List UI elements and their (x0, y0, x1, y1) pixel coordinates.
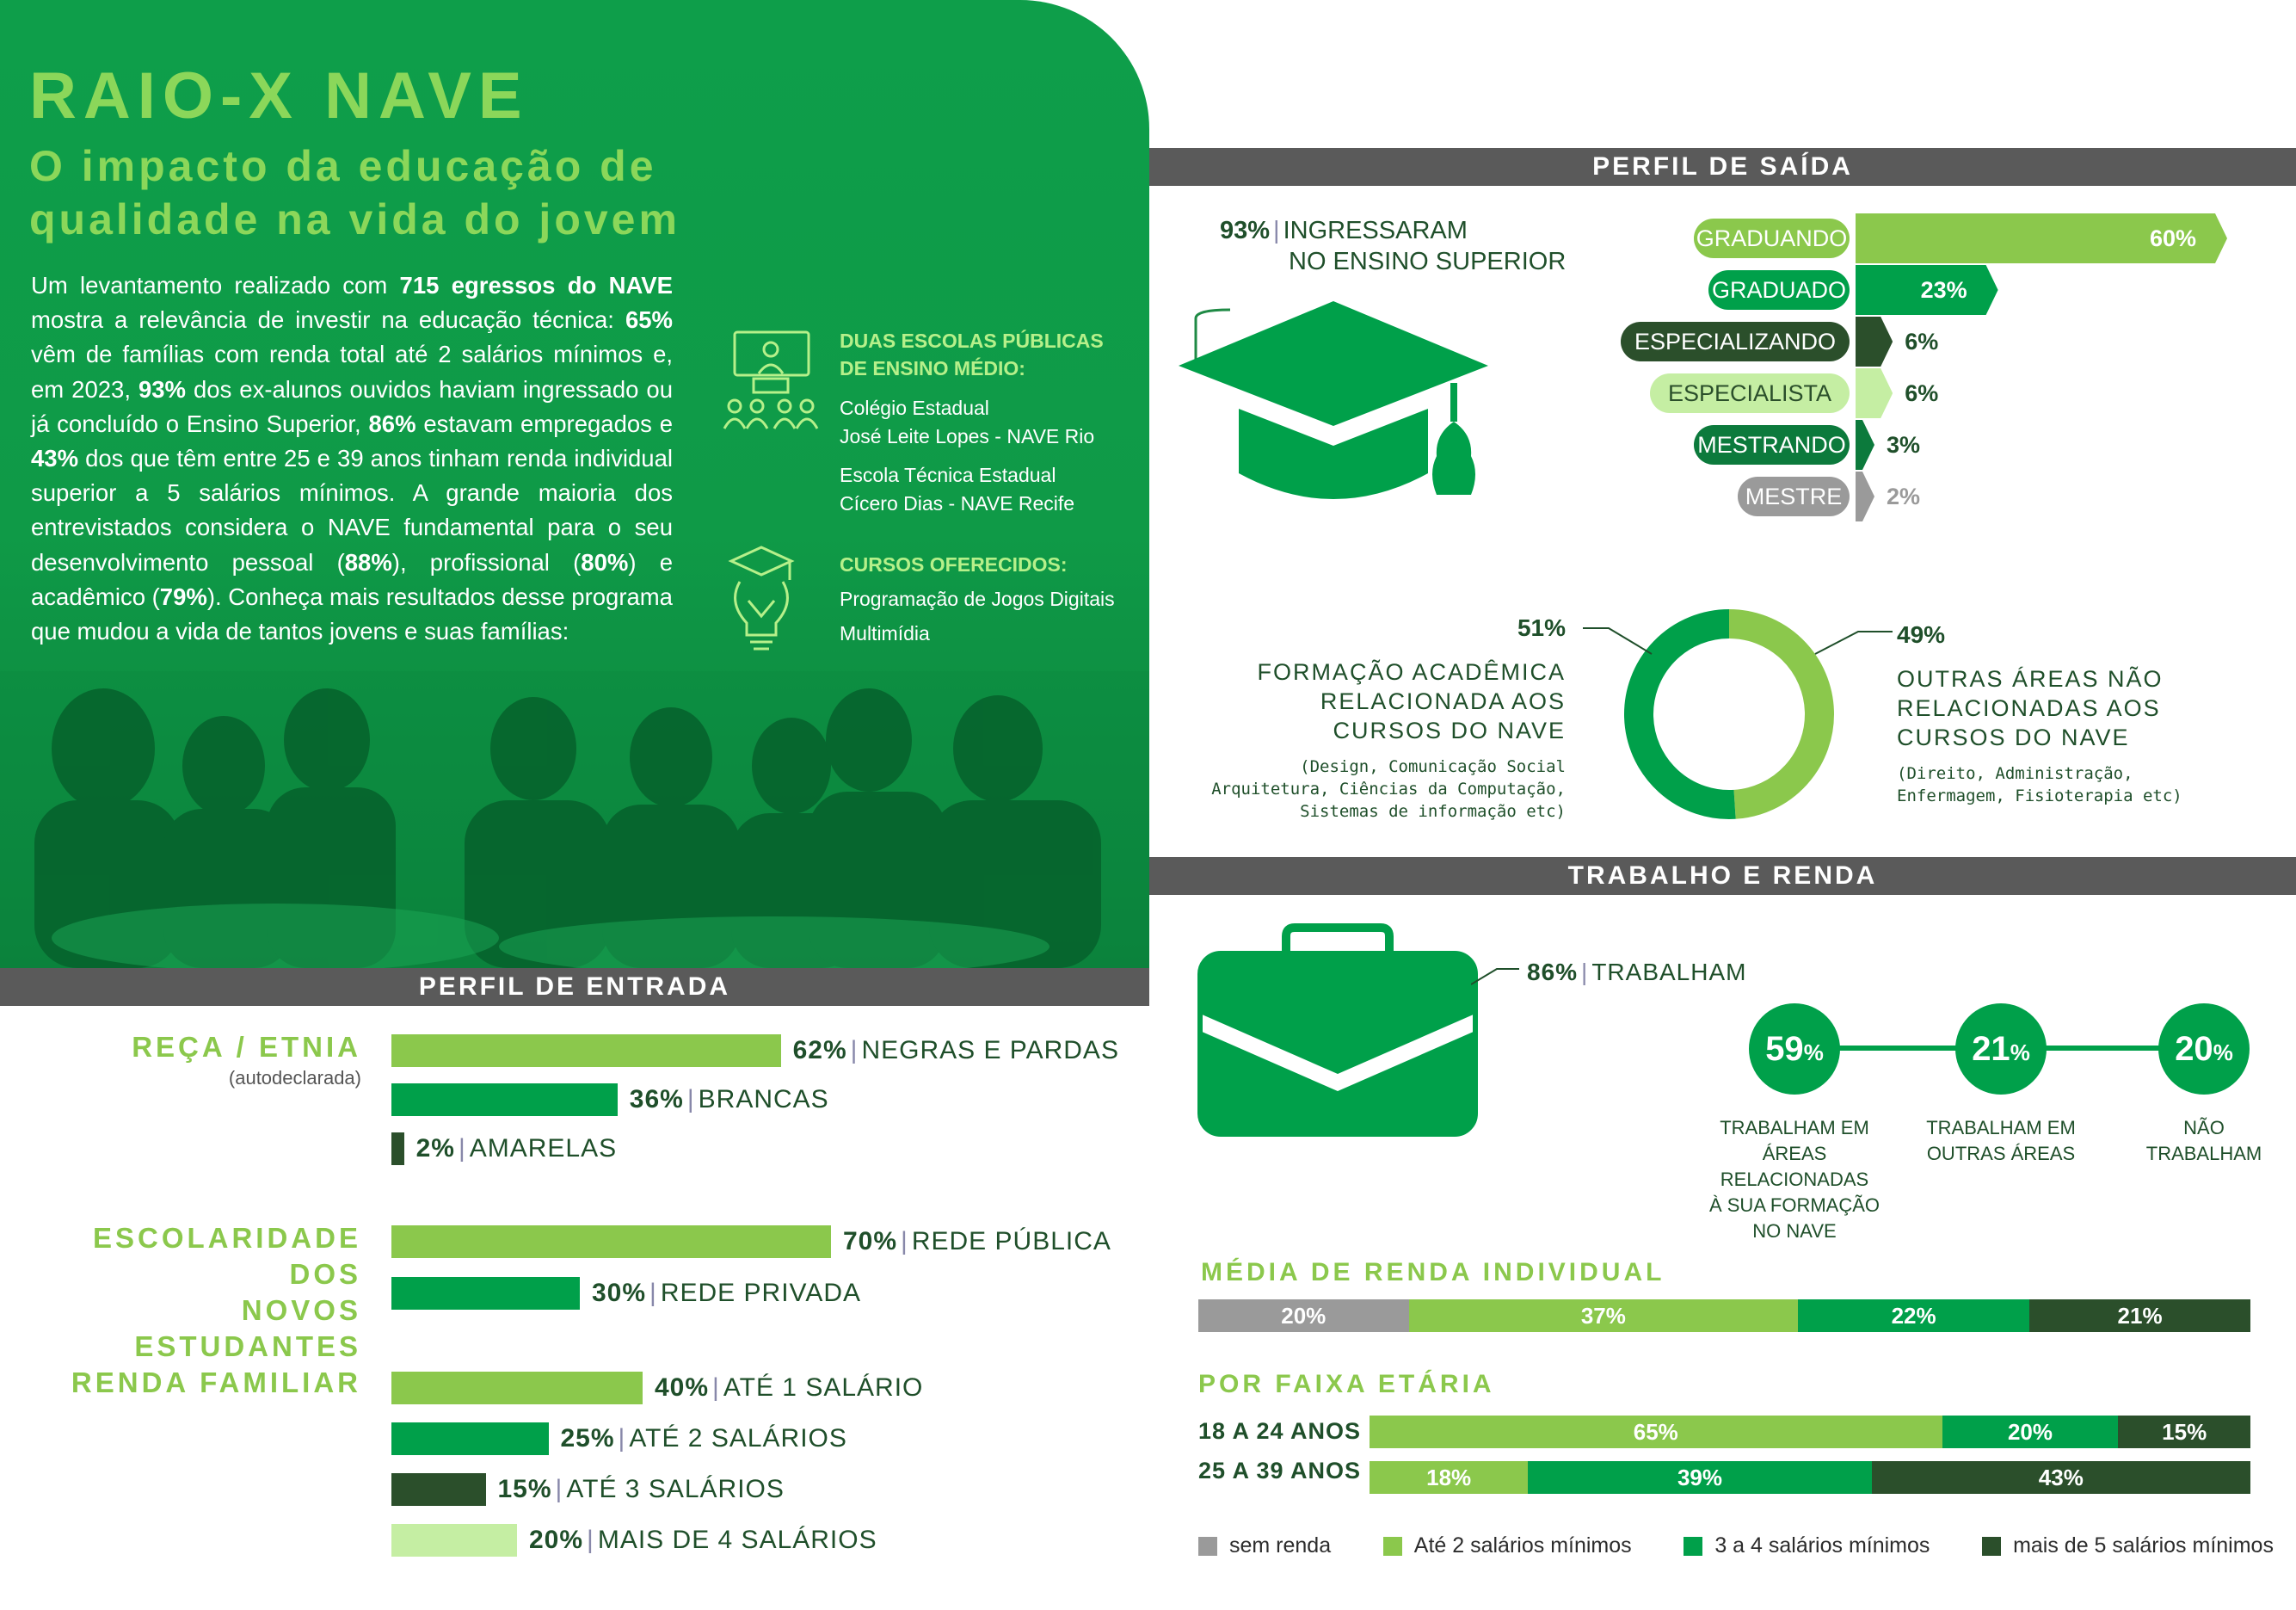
entrada-bar-escolaridade (391, 1277, 580, 1310)
level-pill: GRADUADO (1708, 270, 1850, 310)
level-pill: MESTRE (1738, 477, 1850, 516)
work-circle: 59% (1749, 1003, 1840, 1095)
briefcase-leader-line (1471, 964, 1523, 990)
legend-label: Até 2 salários mínimos (1413, 1533, 1632, 1558)
page-subtitle: O impacto da educação de qualidade na vida do jovem (29, 142, 680, 244)
bar-category: ATÉ 3 SALÁRIOS (566, 1475, 785, 1503)
chart-legend (1198, 1533, 2274, 1558)
intro-paragraph: Um levantamento realizado com 715 egressos do NAVE mostra a relevância de investir na educação técnica: 65% vêm de famílias com renda total até 2 salários mínimos e, em 2023, 93% dos ex-alunos ouvidos haviam ingressado ou já concluído o Ensino Superior, 86% estavam empregados e 43% dos que têm entre 25 e 39 anos tinham renda individual superior a 5 salários mínimos. A grande maioria dos entrevistados considera o NAVE fundamental para o seu desenvolvimento pessoal (88%), profissional (80%) e acadêmico (79%). Conheça mais resultados desse programa que mudou a vida de tantos jovens e suas famílias: (31, 272, 673, 645)
age-label-18-24: 18 A 24 ANOS (1198, 1418, 1362, 1444)
entrada-bar-label: 70% | REDE PÚBLICA (843, 1227, 1111, 1255)
legend-swatch (1383, 1537, 1402, 1556)
bar-percent: 2% (415, 1134, 455, 1163)
entrada-bar-renda (391, 1524, 517, 1557)
bar-category: REDE PÚBLICA (911, 1227, 1111, 1255)
legend-label: sem renda (1229, 1533, 1332, 1558)
courses-heading: CURSOS OFERECIDOS: (840, 553, 1068, 576)
trabalham-text: 86% | TRABALHAM (1527, 959, 1747, 985)
level-pill: MESTRANDO (1694, 425, 1850, 465)
level-bar (1856, 368, 1893, 418)
stack-segment: 15% (2118, 1416, 2250, 1448)
work-circle-label: TRABALHAM EM OUTRAS ÁREAS (1926, 1117, 2076, 1164)
section-header-entrada: PERFIL DE ENTRADA (0, 968, 1149, 1006)
media-renda-heading: MÉDIA DE RENDA INDIVIDUAL (1201, 1258, 1665, 1286)
page-title: RAIO-X NAVE (29, 59, 529, 133)
legend-item (1684, 1533, 1930, 1558)
stack-segment: 18% (1370, 1461, 1528, 1494)
stack-segment: 20% (1942, 1416, 2119, 1448)
stack-segment: 21% (2029, 1299, 2250, 1332)
bar-category: REDE PRIVADA (660, 1279, 862, 1307)
level-percent: 23% (1920, 277, 1967, 303)
legend-label: 3 a 4 salários mínimos (1714, 1533, 1930, 1558)
work-circle: 21% (1955, 1003, 2047, 1095)
level-percent: 60% (2150, 225, 2197, 251)
entrada-bar-raca (391, 1083, 618, 1116)
entrada-bar-label: 40% | ATÉ 1 SALÁRIO (655, 1373, 924, 1402)
briefcase-icon (1191, 919, 1484, 1143)
entrada-bar-raca (391, 1034, 781, 1067)
legend-item (1198, 1533, 1331, 1558)
course-item: Multimídia (840, 622, 930, 645)
age-label-25-39: 25 A 39 ANOS (1198, 1458, 1362, 1484)
level-bar (1856, 472, 1874, 521)
level-percent: 6% (1905, 329, 1939, 355)
bar-percent: 62% (792, 1036, 847, 1064)
legend-label: mais de 5 salários mínimos (2013, 1533, 2274, 1558)
stack-segment: 37% (1409, 1299, 1799, 1332)
ingressaram-text: 93% | INGRESSARAM NO ENSINO SUPERIOR (1220, 217, 1567, 275)
stack-segment: 20% (1198, 1299, 1409, 1332)
age-25-39-bar (1370, 1461, 2250, 1494)
bar-percent: 15% (497, 1475, 552, 1503)
escolaridade-label: ESCOLARIDADE DOS NOVOS ESTUDANTES (92, 1222, 361, 1362)
donut-left-label: 51% FORMAÇÃO ACADÊMICA RELACIONADA AOS CURSOS DO NAVE (Design, Comunicação Social Arquitetura, Ciências da Computação, Sistemas de informação etc) (1211, 614, 1566, 821)
level-pill: ESPECIALIZANDO (1621, 322, 1850, 361)
entrada-bar-label: 2% | AMARELAS (415, 1134, 618, 1163)
entrada-bar-renda (391, 1422, 549, 1455)
course-item: Programação de Jogos Digitais (840, 588, 1115, 610)
age-18-24-bar (1370, 1416, 2250, 1448)
school-rio: Colégio Estadual José Leite Lopes - NAVE Rio (840, 397, 1095, 447)
raca-label: REÇA / ETNIA (132, 1031, 361, 1063)
entrada-bar-label: 25% | ATÉ 2 SALÁRIOS (560, 1424, 847, 1453)
donut-right-label: 49% OUTRAS ÁREAS NÃO RELACIONADAS AOS CURSOS DO NAVE (Direito, Administração, Enfermagem, Fisioterapia etc) (1897, 621, 2182, 805)
entrada-bar-label: 62% | NEGRAS E PARDAS (792, 1036, 1119, 1064)
bar-percent: 25% (560, 1424, 615, 1453)
media-renda-bar (1198, 1299, 2250, 1332)
bar-category: AMARELAS (469, 1134, 618, 1163)
schools-heading: DUAS ESCOLAS PÚBLICAS DE ENSINO MÉDIO: (840, 330, 1104, 379)
bar-category: NEGRAS E PARDAS (861, 1036, 1119, 1064)
raca-sublabel: (autodeclarada) (228, 1067, 361, 1089)
bar-percent: 36% (629, 1085, 684, 1113)
bar-percent: 30% (592, 1279, 647, 1307)
hero-panel (0, 0, 1149, 968)
level-bar (1856, 420, 1874, 470)
entrada-bar-label: 36% | BRANCAS (629, 1085, 829, 1113)
stack-segment: 22% (1798, 1299, 2029, 1332)
level-pill: ESPECIALISTA (1650, 373, 1850, 413)
level-pill: GRADUANDO (1694, 219, 1850, 258)
work-circle: 20% (2158, 1003, 2250, 1095)
students-photo (0, 671, 1149, 968)
faixa-etaria-heading: POR FAIXA ETÁRIA (1198, 1370, 1495, 1398)
bar-category: ATÉ 2 SALÁRIOS (629, 1424, 847, 1453)
bar-percent: 20% (529, 1526, 584, 1554)
bar-category: ATÉ 1 SALÁRIO (723, 1373, 924, 1402)
entrada-bar-renda (391, 1473, 486, 1506)
entrada-bar-renda (391, 1372, 643, 1404)
entrada-bar-label: 30% | REDE PRIVADA (592, 1279, 862, 1307)
section-header-trabalho: TRABALHO E RENDA (1149, 857, 2296, 895)
entrada-bar-label: 20% | MAIS DE 4 SALÁRIOS (529, 1526, 877, 1554)
legend-item (1982, 1533, 2274, 1558)
legend-swatch (1198, 1537, 1217, 1556)
legend-swatch (1982, 1537, 2001, 1556)
bar-percent: 40% (655, 1373, 710, 1402)
work-circle-label: NÃO TRABALHAM (2145, 1117, 2262, 1164)
level-percent: 6% (1905, 380, 1939, 406)
section-header-saida: PERFIL DE SAÍDA (1149, 148, 2296, 186)
level-percent: 2% (1887, 484, 1921, 509)
school-recife: Escola Técnica Estadual Cícero Dias - NAVE Recife (840, 464, 1075, 515)
stack-segment: 43% (1872, 1461, 2250, 1494)
graduation-bulb-icon (714, 540, 809, 652)
legend-item (1383, 1533, 1632, 1558)
level-bar (1856, 317, 1893, 367)
work-circle-label: TRABALHAM EM ÁREAS RELACIONADAS À SUA FORMAÇÃO NO NAVE (1708, 1117, 1881, 1242)
donut-leader-lines-right (1807, 620, 1910, 671)
entrada-bar-escolaridade (391, 1225, 831, 1258)
renda-familiar-label: RENDA FAMILIAR (71, 1366, 361, 1398)
donut-leader-lines (1574, 620, 1832, 671)
classroom-icon (716, 327, 826, 437)
bar-percent: 70% (843, 1227, 898, 1255)
level-percent: 3% (1887, 432, 1921, 458)
stack-segment: 39% (1528, 1461, 1871, 1494)
legend-swatch (1684, 1537, 1702, 1556)
entrada-bar-label: 15% | ATÉ 3 SALÁRIOS (497, 1475, 785, 1503)
bar-category: BRANCAS (698, 1085, 829, 1113)
bar-category: MAIS DE 4 SALÁRIOS (597, 1526, 877, 1554)
entrada-bar-raca (391, 1132, 404, 1165)
stack-segment: 65% (1370, 1416, 1942, 1448)
